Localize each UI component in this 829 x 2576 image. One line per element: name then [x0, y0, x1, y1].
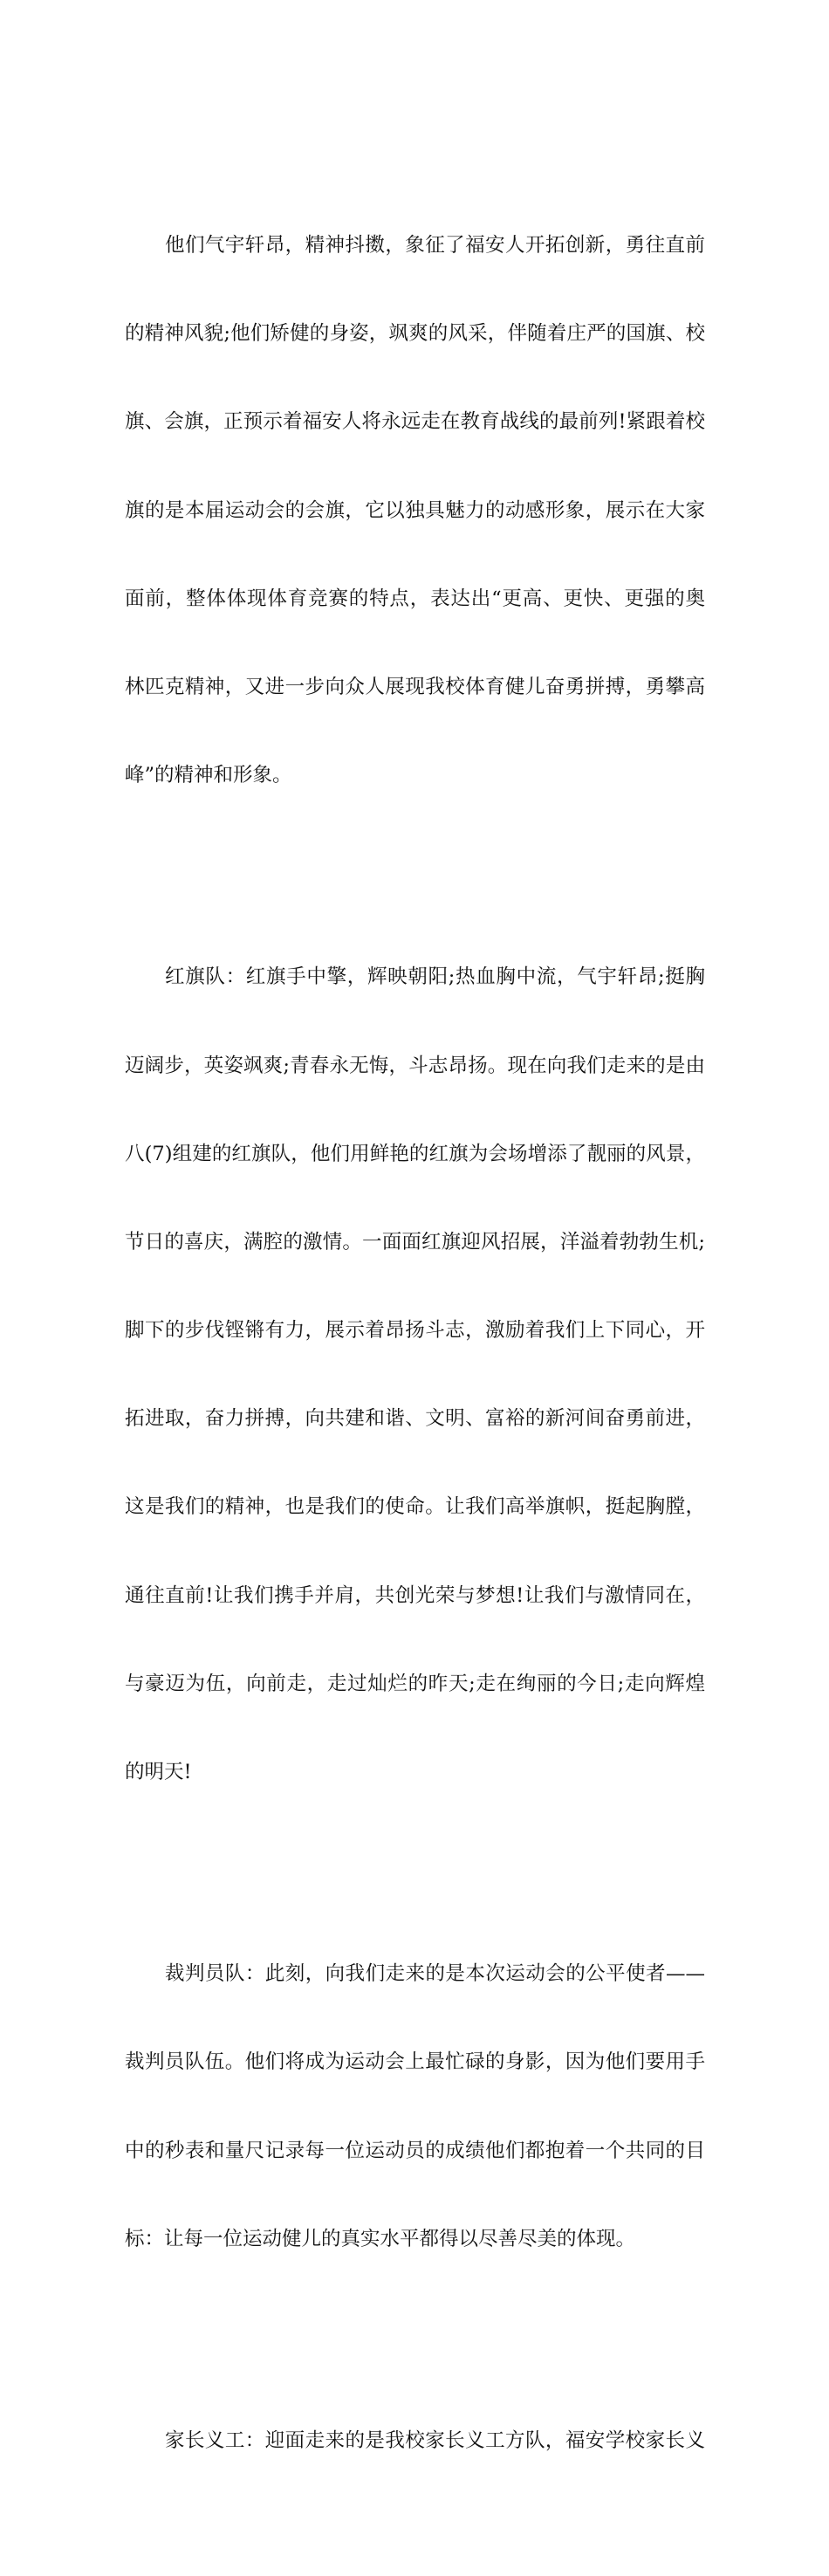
text-line: 峰”的精神和形象。 [125, 764, 292, 787]
text-line: 他们气宇轩昂，精神抖擞，象征了福安人开拓创新，勇往直前 [165, 234, 705, 257]
text-line: 拓进取，奋力拼搏，向共建和谐、文明、富裕的新河间奋勇前进， [125, 1407, 705, 1431]
text-line: 面前，整体体现体育竞赛的特点，表达出“更高、更快、更强的奥 [125, 587, 705, 610]
text-line: 八(7)组建的红旗队，他们用鲜艳的红旗为会场增添了靓丽的风景， [125, 1142, 705, 1165]
text-line: 的精神风貌;他们矫健的身姿，飒爽的风采，伴随着庄严的国旗、校 [125, 322, 705, 346]
text-line: 标：让每一位运动健儿的真实水平都得以尽善尽美的体现。 [125, 2227, 636, 2250]
text-line: 迈阔步，英姿飒爽;青春永无悔，斗志昂扬。现在向我们走来的是由 [125, 1054, 705, 1077]
text-line: 通往直前!让我们携手并肩，共创光荣与梦想!让我们与激情同在， [125, 1583, 705, 1607]
text-line: 节日的喜庆，满腔的激情。一面面红旗迎风招展，洋溢着勃勃生机; [125, 1230, 705, 1254]
document-body [125, 111, 705, 2576]
text-line: 家长义工：迎面走来的是我校家长义工方队，福安学校家长义 [165, 2428, 705, 2452]
text-line: 红旗队：红旗手中擎，辉映朝阳;热血胸中流，气宇轩昂;挺胸 [165, 965, 705, 989]
paragraph-1 [125, 179, 705, 842]
text-line: 旗、会旗，正预示着福安人将永远走在教育战线的最前列!紧跟着校 [125, 410, 705, 434]
text-line: 旗的是本届运动会的会旗，它以独具魅力的动感形象，展示在大家 [125, 498, 705, 522]
text-line: 的明天! [125, 1761, 192, 1783]
paragraph-2 [125, 910, 705, 1839]
paragraph-4 [125, 2374, 705, 2508]
text-line: 裁判员队伍。他们将成为运动会上最忙碌的身影，因为他们要用手 [125, 2050, 705, 2074]
text-line: 林匹克精神，又进一步向众人展现我校体育健儿奋勇拼搏，勇攀高 [125, 675, 705, 698]
text-line: 裁判员队：此刻，向我们走来的是本次运动会的公平使者—— [165, 1962, 705, 1986]
paragraph-3 [125, 1907, 705, 2306]
text-line: 中的秒表和量尺记录每一位运动员的成绩他们都抱着一个共同的目 [125, 2139, 705, 2162]
text-line: 这是我们的精神，也是我们的使命。让我们高举旗帜，挺起胸膛， [125, 1495, 705, 1519]
text-line: 与豪迈为伍，向前走，走过灿烂的昨天;走在绚丽的今日;走向辉煌 [125, 1672, 705, 1695]
text-line: 脚下的步伐铿锵有力，展示着昂扬斗志，激励着我们上下同心，开 [125, 1319, 705, 1343]
